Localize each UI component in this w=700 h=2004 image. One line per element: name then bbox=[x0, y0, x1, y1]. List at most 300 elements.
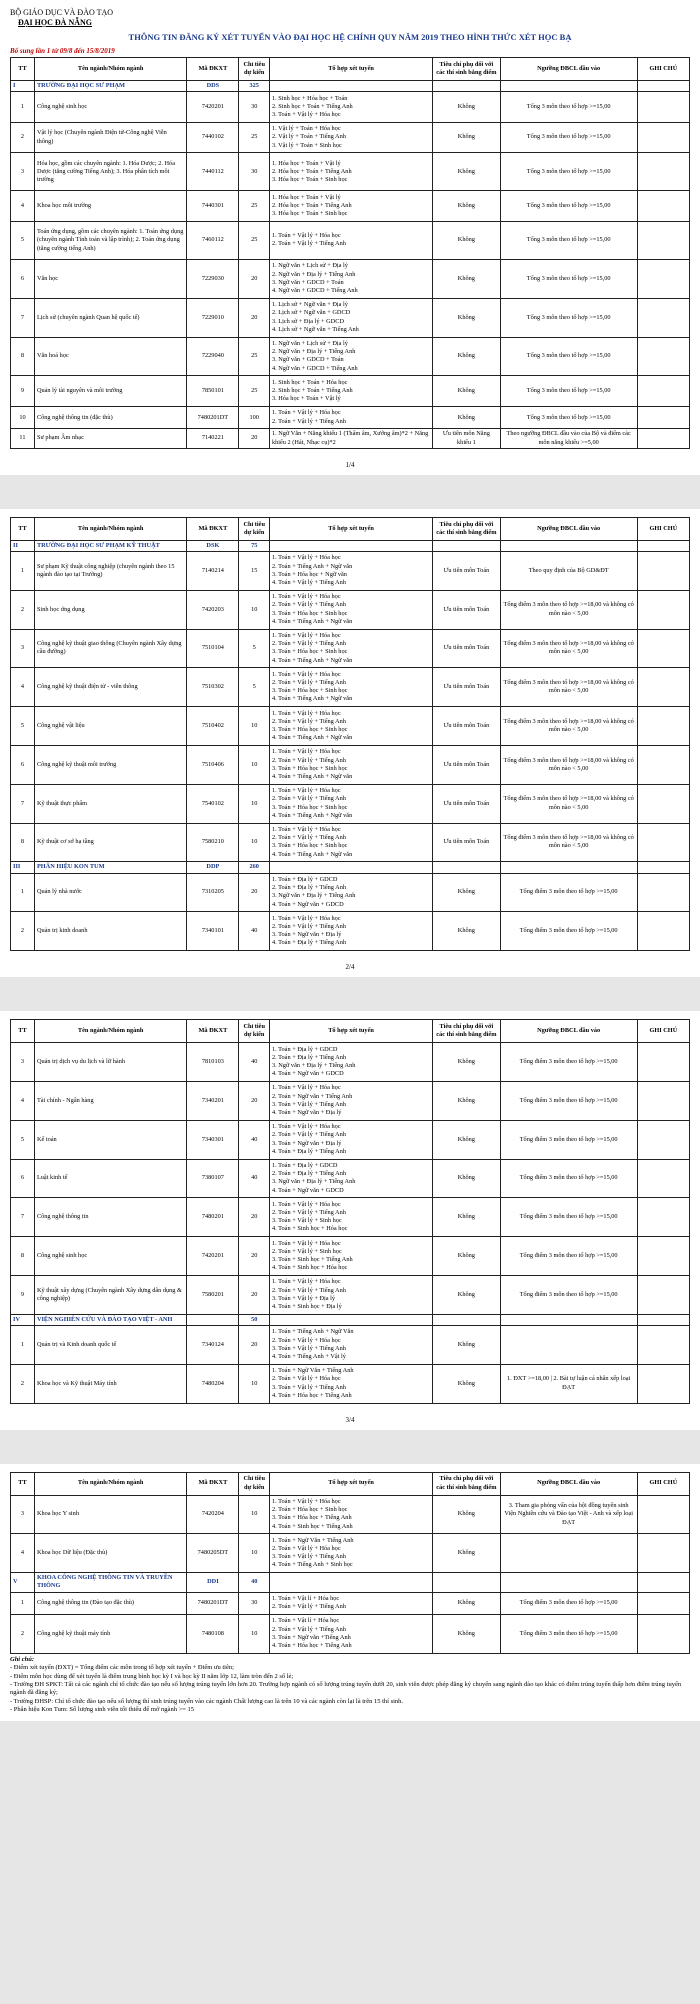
table-row bbox=[11, 629, 690, 668]
column-header: GHI CHÚ bbox=[637, 58, 689, 81]
combination-item: 2. Ngữ văn + Địa lý + Tiếng Anh bbox=[271, 270, 356, 278]
remarks-cell bbox=[637, 1198, 689, 1237]
section-row bbox=[11, 1314, 690, 1325]
combination-item: 1. Toán + Vật lý + Hóa học bbox=[271, 1498, 341, 1505]
column-header: Mã ĐKXT bbox=[187, 1472, 239, 1495]
section-quota: 50 bbox=[239, 1314, 269, 1325]
table-header-row bbox=[11, 517, 690, 540]
program-name: Văn học bbox=[34, 259, 186, 298]
program-quota: 20 bbox=[239, 1237, 269, 1276]
subject-combinations bbox=[269, 668, 432, 707]
remarks-cell bbox=[637, 745, 689, 784]
tie-break-criterion: Không bbox=[433, 1592, 500, 1614]
combination-item: 3. Ngữ văn + GDCD + Toán bbox=[271, 278, 344, 286]
subject-combinations bbox=[269, 1159, 432, 1198]
program-quota: 10 bbox=[239, 707, 269, 746]
program-quota: 30 bbox=[239, 1592, 269, 1614]
tie-break-criterion: Ưu tiên môn Toán bbox=[433, 784, 500, 823]
combination-item: 1. Toán + Vật lý + Hóa học bbox=[271, 1239, 341, 1247]
combination-item: 1. Toán + Vật lý + Hóa học bbox=[271, 709, 341, 717]
table-row bbox=[11, 92, 690, 123]
table-row bbox=[11, 823, 690, 862]
row-number: 3 bbox=[11, 1043, 35, 1082]
program-code: 7229030 bbox=[187, 259, 239, 298]
program-quota: 20 bbox=[239, 873, 269, 912]
program-name: Hóa học, gồm các chuyên ngành: 1. Hóa Dược; 2. Hóa Dược (tăng cường Tiếng Anh); 3. Hóa phân tích môi trường bbox=[34, 153, 186, 191]
combination-item: 4. Toán + Ngữ văn + GDCD bbox=[271, 900, 344, 908]
row-number: 8 bbox=[11, 337, 35, 376]
program-name: Khoa học Dữ liệu (Đặc thù) bbox=[34, 1534, 186, 1573]
program-name: Lịch sử (chuyên ngành Quan hệ quốc tế) bbox=[34, 298, 186, 337]
subject-combinations bbox=[269, 873, 432, 912]
remarks-cell bbox=[637, 406, 689, 428]
program-code: 7380107 bbox=[187, 1159, 239, 1198]
quality-threshold: Theo quy định của Bộ GD&ĐT bbox=[500, 551, 637, 590]
remarks-cell bbox=[637, 122, 689, 153]
program-code: 7460112 bbox=[187, 221, 239, 259]
section-quota: 75 bbox=[239, 540, 269, 551]
tie-break-criterion: Không bbox=[433, 376, 500, 407]
combination-item: 2. Toán + Vật lý + Tiếng Anh bbox=[271, 1603, 346, 1611]
combination-item: 1. Toán + Ngữ Văn + Tiếng Anh bbox=[271, 1367, 354, 1375]
tie-break-criterion: Không bbox=[433, 1237, 500, 1276]
combination-item: 4. Toán + Ngữ văn + GDCD bbox=[271, 1070, 344, 1078]
combination-item: 2. Toán + Vật lý + Tiếng Anh bbox=[271, 679, 346, 687]
table-row bbox=[11, 707, 690, 746]
program-code: 7440301 bbox=[187, 191, 239, 222]
combination-item: 1. Lịch sử + Ngữ văn + Địa lý bbox=[271, 301, 348, 309]
combination-item: 3. Ngữ văn + Địa lý + Tiếng Anh bbox=[271, 1062, 356, 1070]
table-row bbox=[11, 1120, 690, 1159]
program-quota: 30 bbox=[239, 153, 269, 191]
program-quota: 20 bbox=[239, 1198, 269, 1237]
combination-item: 4. Toán + Sinh học + Hóa học bbox=[271, 1264, 348, 1272]
supplement-note: Bổ sung lần 1 từ 09/8 đến 15/8/2019 bbox=[10, 47, 115, 55]
table-row bbox=[11, 429, 690, 448]
quality-threshold bbox=[500, 1325, 637, 1364]
subject-combinations bbox=[269, 298, 432, 337]
row-number: 1 bbox=[11, 92, 35, 123]
combination-item: 1. Vật lý + Toán + Hóa học bbox=[271, 125, 341, 133]
row-number: 6 bbox=[11, 259, 35, 298]
section-name: TRƯỜNG ĐẠI HỌC SƯ PHẠM KỸ THUẬT bbox=[34, 540, 186, 551]
program-code: 7310205 bbox=[187, 873, 239, 912]
program-code: 7480205DT bbox=[187, 1534, 239, 1573]
program-code: 7420204 bbox=[187, 1495, 239, 1534]
quality-threshold: Tổng điểm 3 môn theo tổ hợp >=15,00 bbox=[500, 1081, 637, 1120]
section-number: IV bbox=[11, 1314, 35, 1325]
remarks-cell bbox=[637, 1592, 689, 1614]
column-header: Ngưỡng ĐBCL đầu vào bbox=[500, 1472, 637, 1495]
combination-item: 1. Toán + Vật lý + Hóa học bbox=[271, 787, 341, 795]
program-code: 7420203 bbox=[187, 590, 239, 629]
program-quota: 10 bbox=[239, 590, 269, 629]
column-header: Chỉ tiêu dự kiến bbox=[239, 1472, 269, 1495]
combination-item: 2. Vật lý + Toán + Tiếng Anh bbox=[271, 133, 346, 141]
quality-threshold: Tổng điểm 3 môn theo tổ hợp >=18,00 và không có môn nào < 5,00 bbox=[500, 590, 637, 629]
program-quota: 10 bbox=[239, 784, 269, 823]
empty-cell bbox=[433, 1314, 500, 1325]
remarks-cell bbox=[637, 784, 689, 823]
empty-cell bbox=[500, 540, 637, 551]
subject-combinations bbox=[269, 259, 432, 298]
combination-item: 3. Toán + Hóa học + Tiếng Anh bbox=[271, 1514, 352, 1522]
program-code: 7510302 bbox=[187, 668, 239, 707]
tie-break-criterion: Ưu tiên môn Toán bbox=[433, 629, 500, 668]
combination-item: 2. Toán + Vật lý + Tiếng Anh bbox=[271, 756, 346, 764]
row-number: 8 bbox=[11, 1237, 35, 1276]
tie-break-criterion: Không bbox=[433, 1614, 500, 1653]
page-number: 2/4 bbox=[345, 963, 355, 972]
row-number: 6 bbox=[11, 1159, 35, 1198]
empty-cell bbox=[500, 862, 637, 873]
program-code: 7140221 bbox=[187, 429, 239, 448]
combination-item: 1. Toán + Vật lý + Hóa học bbox=[271, 554, 341, 562]
subject-combinations bbox=[269, 92, 432, 123]
program-quota: 25 bbox=[239, 191, 269, 222]
row-number: 3 bbox=[11, 1495, 35, 1534]
column-header: Tên ngành/Nhóm ngành bbox=[34, 1020, 186, 1043]
row-number: 1 bbox=[11, 551, 35, 590]
column-header: Ngưỡng ĐBCL đầu vào bbox=[500, 517, 637, 540]
tie-break-criterion: Không bbox=[433, 337, 500, 376]
table-header-row bbox=[11, 1472, 690, 1495]
tie-break-criterion: Không bbox=[433, 406, 500, 428]
combination-item: 4. Toán + Tiếng Anh + Ngữ văn bbox=[271, 773, 353, 781]
tie-break-criterion: Không bbox=[433, 1495, 500, 1534]
program-name: Sư phạm Kỹ thuật công nghiệp (chuyên ngành theo 15 ngành đào tạo tại Trường) bbox=[34, 551, 186, 590]
combination-item: 3. Toán + Ngữ văn + Địa lý bbox=[271, 1139, 342, 1147]
table-row bbox=[11, 590, 690, 629]
program-name: Quản lý tài nguyên và môi trường bbox=[34, 376, 186, 407]
subject-combinations bbox=[269, 823, 432, 862]
row-number: 7 bbox=[11, 298, 35, 337]
combination-item: 3. Toán + Sinh học + Tiếng Anh bbox=[271, 1256, 353, 1264]
combination-item: 2. Toán + Địa lý + Tiếng Anh bbox=[271, 1170, 347, 1178]
section-code: DDS bbox=[187, 81, 239, 92]
tie-break-criterion: Không bbox=[433, 122, 500, 153]
program-quota: 5 bbox=[239, 668, 269, 707]
combination-item: 2. Toán + Tiếng Anh + Ngữ văn bbox=[271, 562, 353, 570]
quality-threshold: Tổng điểm 3 môn theo tổ hợp >=18,00 và không có môn nào < 5,00 bbox=[500, 745, 637, 784]
row-number: 3 bbox=[11, 153, 35, 191]
combination-item: 3. Lịch sử + Địa lý + GDCD bbox=[271, 317, 345, 325]
combination-item: 3. Toán + Vật lý + Tiếng Anh bbox=[271, 1383, 346, 1391]
page-number: 1/4 bbox=[345, 460, 355, 469]
program-code: 7480204 bbox=[187, 1364, 239, 1403]
program-name: Toán ứng dụng, gồm các chuyên ngành: 1. Toán ứng dụng (chuyên ngành Tính toán và lập trình); 2. Toán ứng dụng (tăng cường tiếng Anh) bbox=[34, 221, 186, 259]
column-header: Chỉ tiêu dự kiến bbox=[239, 1020, 269, 1043]
remarks-cell bbox=[637, 1159, 689, 1198]
combination-item: 1. Toán + Vật lý + Hóa học bbox=[271, 826, 341, 834]
tie-break-criterion: Không bbox=[433, 1120, 500, 1159]
table-row bbox=[11, 376, 690, 407]
row-number: 2 bbox=[11, 912, 35, 951]
table-row bbox=[11, 1495, 690, 1534]
remarks-cell bbox=[637, 429, 689, 448]
column-header: Mã ĐKXT bbox=[187, 517, 239, 540]
program-name: Khoa học và Kỹ thuật Máy tính bbox=[34, 1364, 186, 1403]
remarks-cell bbox=[637, 376, 689, 407]
column-header: TT bbox=[11, 1020, 35, 1043]
column-header: TT bbox=[11, 517, 35, 540]
program-name: Khoa học môi trường bbox=[34, 191, 186, 222]
quality-threshold: Tổng điểm 3 môn theo tổ hợp >=15,00 bbox=[500, 1592, 637, 1614]
combination-item: 4. Ngữ văn + GDCD + Tiếng Anh bbox=[271, 364, 358, 372]
column-header: Tổ hợp xét tuyển bbox=[269, 1472, 432, 1495]
quality-threshold: Tổng 3 môn theo tổ hợp >=15,00 bbox=[500, 92, 637, 123]
column-header: GHI CHÚ bbox=[637, 1020, 689, 1043]
program-name: Công nghệ vật liệu bbox=[34, 707, 186, 746]
tie-break-criterion: Không bbox=[433, 1325, 500, 1364]
column-header: Tiêu chí phụ đối với các thí sinh bằng điểm bbox=[433, 1472, 500, 1495]
subject-combinations bbox=[269, 1614, 432, 1653]
empty-cell bbox=[269, 862, 432, 873]
program-quota: 10 bbox=[239, 823, 269, 862]
combination-item: 4. Toán + Sinh học + Địa lý bbox=[271, 1303, 342, 1311]
empty-cell bbox=[433, 1573, 500, 1592]
quality-threshold: Tổng điểm 3 môn theo tổ hợp >=15,00 bbox=[500, 873, 637, 912]
footnote-line: - Điểm môn học dùng để xét tuyển là điểm trung bình học kỳ I và học kỳ II năm lớp 12, làm tròn đến 2 số lẻ; bbox=[10, 1672, 294, 1680]
table-row bbox=[11, 1043, 690, 1082]
combination-item: 1. Toán + Địa lý + GDCD bbox=[271, 1045, 338, 1053]
footnote-line: - Phân hiệu Kon Tum: Số lượng sinh viên tối thiểu để mở ngành >= 15 bbox=[10, 1706, 195, 1714]
table-row bbox=[11, 551, 690, 590]
empty-cell bbox=[433, 540, 500, 551]
combination-item: 2. Toán + Vật lý + Tiếng Anh bbox=[271, 1286, 346, 1294]
table-row bbox=[11, 784, 690, 823]
column-header: Tổ hợp xét tuyển bbox=[269, 58, 432, 81]
program-code: 7229010 bbox=[187, 298, 239, 337]
combination-item: 4. Toán + Tiếng Anh + Vật lý bbox=[271, 1353, 346, 1361]
program-name: Văn hoá học bbox=[34, 337, 186, 376]
table-row bbox=[11, 1159, 690, 1198]
row-number: 2 bbox=[11, 1614, 35, 1653]
program-name: Quản lý nhà nước bbox=[34, 873, 186, 912]
tie-break-criterion: Không bbox=[433, 298, 500, 337]
combination-item: 3. Toán + Hóa học + Ngữ văn bbox=[271, 570, 347, 578]
program-quota: 40 bbox=[239, 1043, 269, 1082]
quality-threshold bbox=[500, 1534, 637, 1573]
quality-threshold: Tổng 3 môn theo tổ hợp >=15,00 bbox=[500, 376, 637, 407]
table-row bbox=[11, 668, 690, 707]
row-number: 5 bbox=[11, 221, 35, 259]
program-name: Công nghệ kỹ thuật môi trường bbox=[34, 745, 186, 784]
quality-threshold: Tổng 3 môn theo tổ hợp >=15,00 bbox=[500, 153, 637, 191]
subject-combinations bbox=[269, 1081, 432, 1120]
program-quota: 10 bbox=[239, 1534, 269, 1573]
combination-item: 2. Toán + Hóa học + Sinh học bbox=[271, 1506, 348, 1514]
empty-cell bbox=[500, 1573, 637, 1592]
program-quota: 20 bbox=[239, 259, 269, 298]
column-header: Ngưỡng ĐBCL đầu vào bbox=[500, 1020, 637, 1043]
combination-item: 2. Toán + Vật lý + Hóa học bbox=[271, 1375, 341, 1383]
remarks-cell bbox=[637, 1534, 689, 1573]
subject-combinations bbox=[269, 745, 432, 784]
row-number: 5 bbox=[11, 1120, 35, 1159]
combination-item: 2. Ngữ văn + Địa lý + Tiếng Anh bbox=[271, 348, 356, 356]
subject-combinations bbox=[269, 1120, 432, 1159]
combination-item: 4. Toán + Vật lý + Tiếng Anh bbox=[271, 579, 346, 587]
combination-item: 3. Hóa học + Toán + Vật lý bbox=[271, 395, 341, 403]
tie-break-criterion: Ưu tiên môn Toán bbox=[433, 745, 500, 784]
row-number: 7 bbox=[11, 784, 35, 823]
program-name: Công nghệ sinh học bbox=[34, 92, 186, 123]
program-code: 7480108 bbox=[187, 1614, 239, 1653]
subject-combinations bbox=[269, 1592, 432, 1614]
empty-cell bbox=[637, 1314, 689, 1325]
combination-item: 1. Toán + Vật lí + Hóa học bbox=[271, 1595, 340, 1602]
combination-item: 2. Toán + Vật lý + Tiếng Anh bbox=[271, 1131, 346, 1139]
subject-combinations bbox=[269, 122, 432, 153]
program-name: Kế toán bbox=[34, 1120, 186, 1159]
program-code: 7810103 bbox=[187, 1043, 239, 1082]
combination-item: 3. Toán + Vật lý + Tiếng Anh bbox=[271, 1344, 346, 1352]
program-code: 7440102 bbox=[187, 122, 239, 153]
table-row bbox=[11, 298, 690, 337]
program-quota: 5 bbox=[239, 629, 269, 668]
combination-item: 2. Toán + Vật lý + Tiếng Anh bbox=[271, 795, 346, 803]
combination-item: 3. Hóa học + Toán + Sinh học bbox=[271, 175, 348, 183]
table-row bbox=[11, 745, 690, 784]
page-gap bbox=[0, 977, 700, 1011]
column-header: Tiêu chí phụ đối với các thí sinh bằng điểm bbox=[433, 58, 500, 81]
program-name: Công nghệ kỹ thuật máy tính bbox=[34, 1614, 186, 1653]
combination-item: 1. Toán + Vật lý + Hóa học bbox=[271, 914, 341, 922]
remarks-cell bbox=[637, 92, 689, 123]
program-name: Tài chính - Ngân hàng bbox=[34, 1081, 186, 1120]
row-number: 9 bbox=[11, 1275, 35, 1314]
combination-item: 1. Toán + Địa lý + GDCD bbox=[271, 1162, 338, 1170]
combination-item: 4. Ngữ văn + GDCD + Tiếng Anh bbox=[271, 287, 358, 295]
subject-combinations bbox=[269, 153, 432, 191]
quality-threshold: Tổng điểm 3 môn theo tổ hợp >=15,00 bbox=[500, 1043, 637, 1082]
program-quota: 20 bbox=[239, 298, 269, 337]
column-header: Tiêu chí phụ đối với các thí sinh bằng điểm bbox=[433, 517, 500, 540]
combination-item: 2. Toán + Vật lý + Tiếng Anh bbox=[271, 834, 346, 842]
row-number: 11 bbox=[11, 429, 35, 448]
combination-item: 3. Toán + Hóa học + Sinh học bbox=[271, 687, 348, 695]
table-row bbox=[11, 912, 690, 951]
combination-item: 1. Ngữ văn + Lịch sử + Địa lý bbox=[271, 262, 348, 270]
quality-threshold: Tổng 3 môn theo tổ hợp >=15,00 bbox=[500, 406, 637, 428]
tie-break-criterion: Không bbox=[433, 1159, 500, 1198]
program-code: 7480201DT bbox=[187, 406, 239, 428]
program-name: Công nghệ kỹ thuật điện tử - viễn thông bbox=[34, 668, 186, 707]
combination-item: 2. Toán + Địa lý + Tiếng Anh bbox=[271, 884, 347, 892]
program-quota: 40 bbox=[239, 1120, 269, 1159]
section-row bbox=[11, 1573, 690, 1592]
table-row bbox=[11, 406, 690, 428]
program-code: 7420201 bbox=[187, 92, 239, 123]
program-code: 7850101 bbox=[187, 376, 239, 407]
program-name: Sư phạm Âm nhạc bbox=[34, 429, 186, 448]
combination-item: 3. Toán + Vật lý + Tiếng Anh bbox=[271, 1553, 346, 1561]
row-number: 4 bbox=[11, 191, 35, 222]
document-page bbox=[0, 0, 700, 475]
combination-item: 3. Toán + Hóa học + Sinh học bbox=[271, 726, 348, 734]
tie-break-criterion: Không bbox=[433, 873, 500, 912]
column-header: Tên ngành/Nhóm ngành bbox=[34, 58, 186, 81]
tie-break-criterion: Ưu tiên môn Toán bbox=[433, 551, 500, 590]
table-row bbox=[11, 122, 690, 153]
table-row bbox=[11, 1592, 690, 1614]
column-header: GHI CHÚ bbox=[637, 517, 689, 540]
row-number: 2 bbox=[11, 1364, 35, 1403]
remarks-cell bbox=[637, 668, 689, 707]
remarks-cell bbox=[637, 1364, 689, 1403]
row-number: 8 bbox=[11, 823, 35, 862]
combination-item: 3. Toán + Vật lý + Địa lý bbox=[271, 1294, 336, 1302]
combination-item: 2. Toán + Vật lý + Tiếng Anh bbox=[271, 417, 346, 425]
table-row bbox=[11, 1614, 690, 1653]
subject-combinations bbox=[269, 1495, 432, 1534]
remarks-cell bbox=[637, 1237, 689, 1276]
quality-threshold: Tổng 3 môn theo tổ hợp >=15,00 bbox=[500, 259, 637, 298]
remarks-cell bbox=[637, 912, 689, 951]
combination-item: 1. Toán + Ngữ Văn + Tiếng Anh bbox=[271, 1536, 354, 1544]
column-header: GHI CHÚ bbox=[637, 1472, 689, 1495]
combination-item: 3. Toán + Vật lý + Hóa học bbox=[271, 111, 341, 119]
combination-item: 4. Lịch sử + Ngữ văn + Tiếng Anh bbox=[271, 325, 359, 333]
row-number: 1 bbox=[11, 873, 35, 912]
quality-threshold: Tổng điểm 3 môn theo tổ hợp >=15,00 bbox=[500, 1198, 637, 1237]
combination-item: 1. Hóa học + Toán + Vật lý bbox=[271, 159, 341, 167]
remarks-cell bbox=[637, 221, 689, 259]
remarks-cell bbox=[637, 1081, 689, 1120]
combination-item: 3. Toán + Vật lý + Sinh học bbox=[271, 1217, 342, 1225]
page-gap bbox=[0, 475, 700, 509]
program-name: Quản trị dịch vụ du lịch và lữ hành bbox=[34, 1043, 186, 1082]
quality-threshold: Tổng điểm 3 môn theo tổ hợp >=15,00 bbox=[500, 1159, 637, 1198]
subject-combinations bbox=[269, 337, 432, 376]
combination-item: 2. Hóa học + Toán + Tiếng Anh bbox=[271, 167, 352, 175]
program-name: Quản trị và Kinh doanh quốc tế bbox=[34, 1325, 186, 1364]
column-header: TT bbox=[11, 58, 35, 81]
section-quota: 325 bbox=[239, 81, 269, 92]
column-header: Chỉ tiêu dự kiến bbox=[239, 58, 269, 81]
program-code: 7340124 bbox=[187, 1325, 239, 1364]
subject-combinations bbox=[269, 406, 432, 428]
page-gap bbox=[0, 1430, 700, 1464]
combination-item: 1. Sinh học + Hóa học + Toán bbox=[271, 94, 348, 102]
subject-combinations bbox=[269, 1237, 432, 1276]
program-quota: 40 bbox=[239, 912, 269, 951]
footnote-line: - Trường ĐH SPKT: Tất cả các ngành chỉ tổ chức đào tạo nếu số lượng trúng tuyển lớn hơn 20. Trường hợp ngành có số lượng trúng tuyển dưới 20, sinh viên được phép đăng ký chuyển sang ngành đào tạo khác có điểm trúng tuyển thấp hơn điểm trúng tuyển ngành đã đăng ký; bbox=[10, 1680, 682, 1697]
tie-break-criterion: Không bbox=[433, 1198, 500, 1237]
program-name: Kỹ thuật thực phẩm bbox=[34, 784, 186, 823]
program-code: 7340101 bbox=[187, 912, 239, 951]
subject-combinations bbox=[269, 551, 432, 590]
combination-item: 2. Toán + Vật lý + Tiếng Anh bbox=[271, 240, 346, 248]
combination-item: 3. Toán + Hóa học + Sinh học bbox=[271, 648, 348, 656]
table-row bbox=[11, 1364, 690, 1403]
subject-combinations bbox=[269, 590, 432, 629]
program-quota: 10 bbox=[239, 745, 269, 784]
program-name: Công nghệ thông tin bbox=[34, 1198, 186, 1237]
program-name: Vật lý học (Chuyên ngành Điện tử-Công nghệ Viễn thông) bbox=[34, 122, 186, 153]
combination-item: 1. Toán + Tiếng Anh + Ngữ Văn bbox=[271, 1328, 354, 1336]
combination-item: 2. Toán + Địa lý + Tiếng Anh bbox=[271, 1053, 347, 1061]
combination-item: 2. Toán + Vật lý + Sinh học bbox=[271, 1247, 342, 1255]
row-number: 4 bbox=[11, 668, 35, 707]
combination-item: 4. Toán + Tiếng Anh + Ngữ văn bbox=[271, 811, 353, 819]
section-name: TRƯỜNG ĐẠI HỌC SƯ PHẠM bbox=[34, 81, 186, 92]
tie-break-criterion: Không bbox=[433, 221, 500, 259]
program-code: 7340201 bbox=[187, 1081, 239, 1120]
empty-cell bbox=[637, 1573, 689, 1592]
tie-break-criterion: Ưu tiên môn Toán bbox=[433, 668, 500, 707]
